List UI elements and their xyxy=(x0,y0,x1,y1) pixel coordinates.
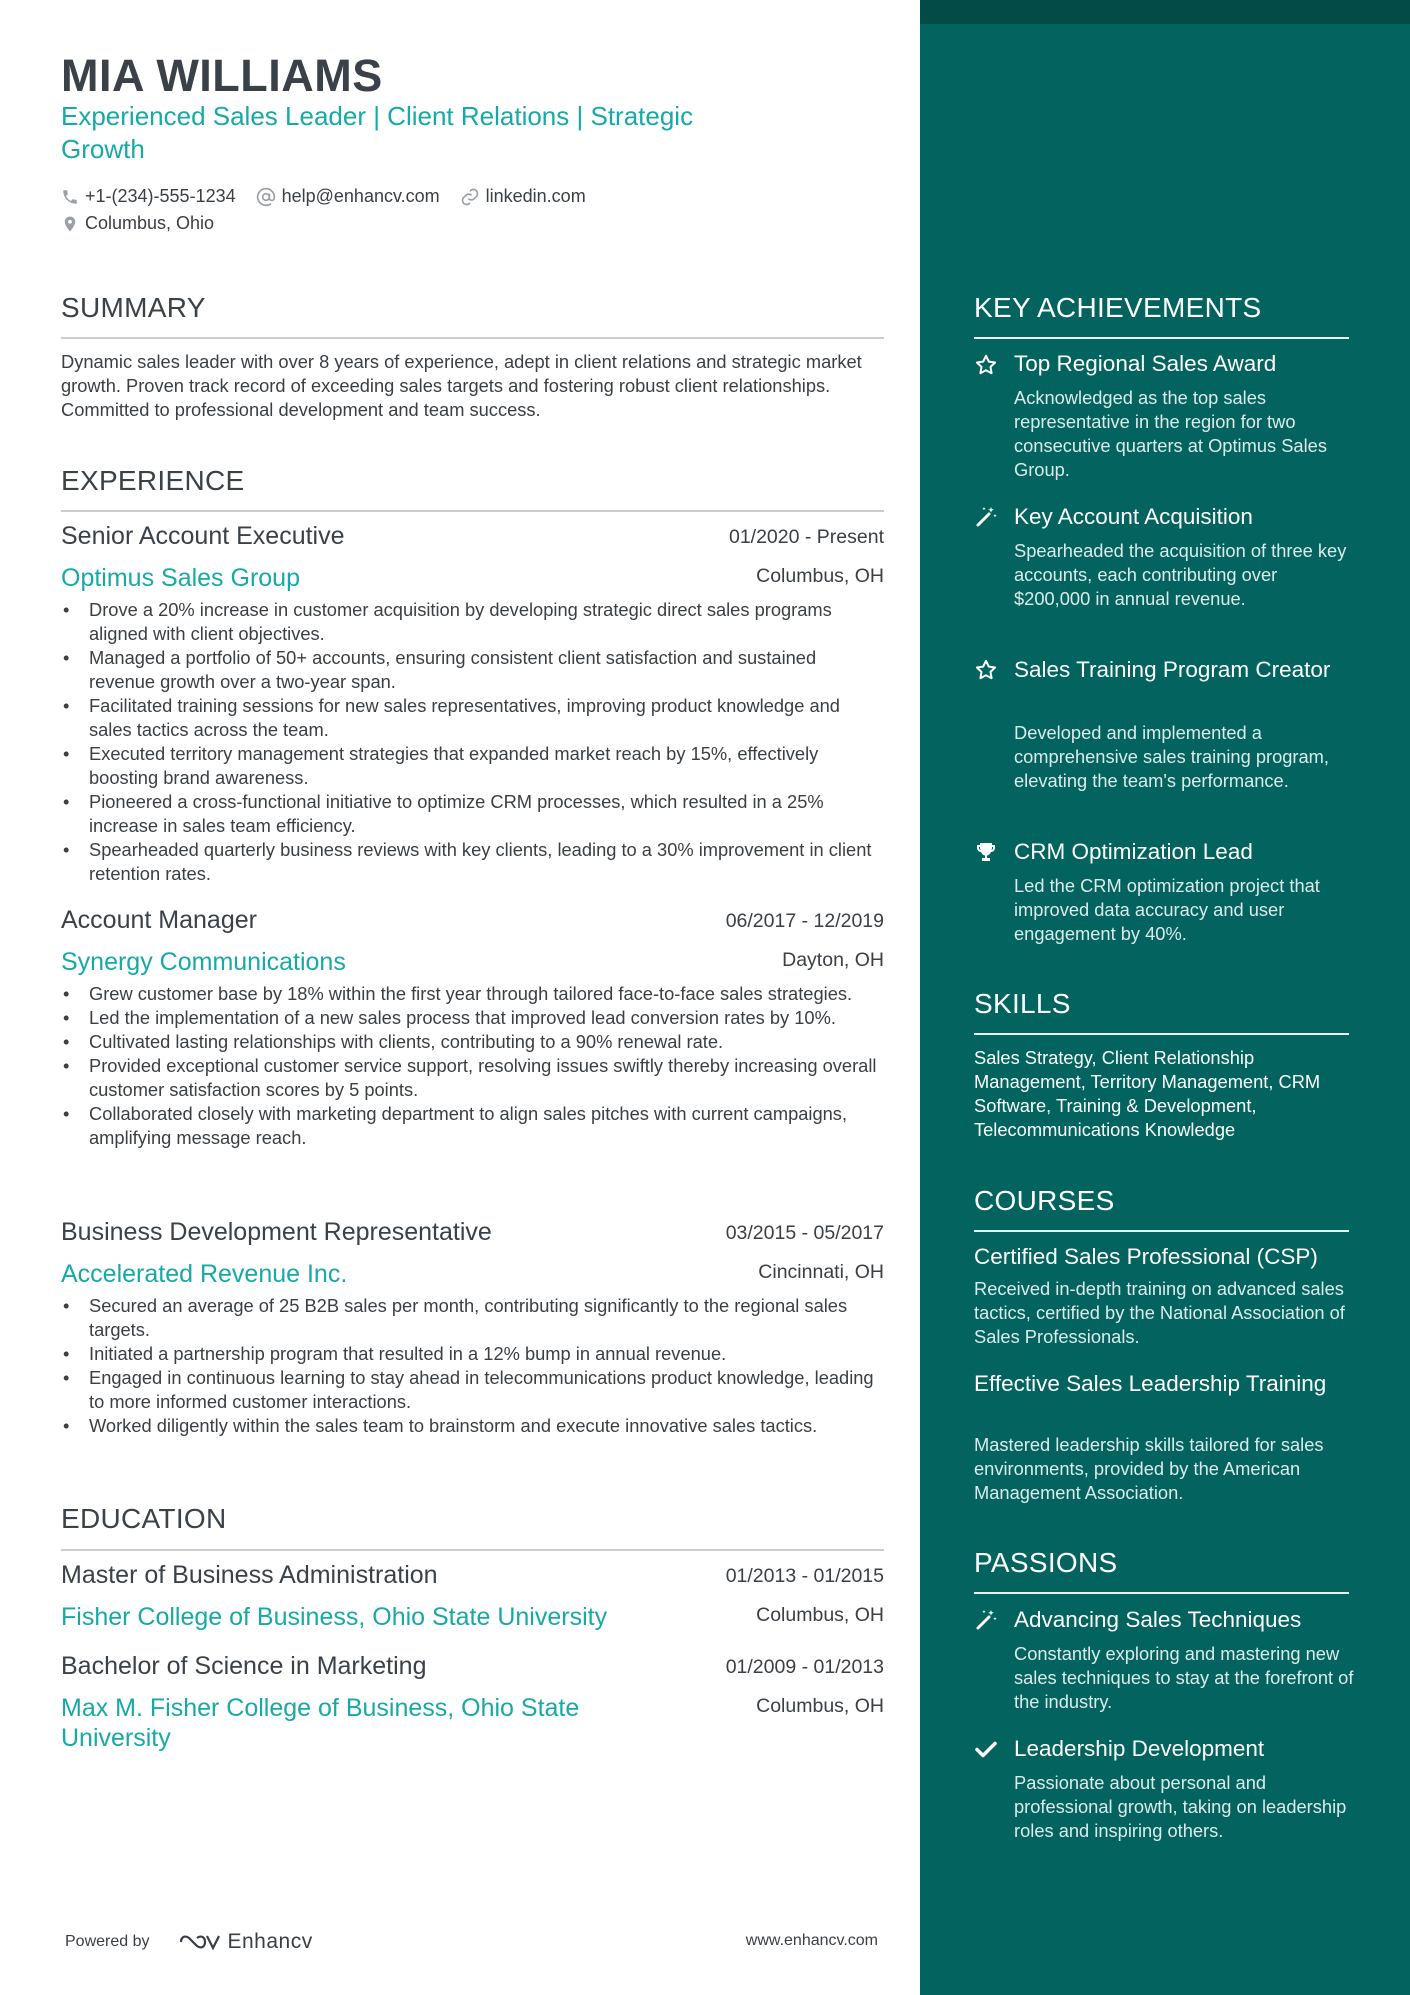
education-heading: EDUCATION xyxy=(61,1503,227,1534)
candidate-tagline: Experienced Sales Leader | Client Relations | Strategic Growth xyxy=(61,101,694,164)
enhancv-logo-icon xyxy=(178,1930,224,1954)
list-item: • Provided exceptional customer service support, resolving issues swiftly thereby increasing overall customer satisfaction scores by 5 points. xyxy=(61,1054,884,1102)
list-item: • Pioneered a cross-functional initiative to optimize CRM processes, which resulted in a 25% increase in sales team efficiency. xyxy=(61,790,884,838)
passions-heading: PASSIONS xyxy=(974,1547,1118,1578)
contact-row-2 xyxy=(61,213,234,234)
job-bullets xyxy=(61,982,884,1150)
powered-by-label: Powered by xyxy=(65,1933,150,1950)
skills-heading: SKILLS xyxy=(974,988,1071,1019)
skills-text: Sales Strategy, Client Relationship Management, Territory Management, CRM Software, Training & Development, Telecommunications Knowledge xyxy=(974,1047,1321,1140)
summary-rule xyxy=(61,337,884,339)
job-title: Account Manager xyxy=(61,906,257,934)
footer-url[interactable]: www.enhancv.com xyxy=(745,1932,878,1949)
trophy-icon xyxy=(974,840,998,864)
achievements-rule xyxy=(974,337,1349,339)
job-title: Business Development Representative xyxy=(61,1218,492,1246)
link-icon xyxy=(460,187,480,207)
list-item: • Managed a portfolio of 50+ accounts, ensuring consistent client satisfaction and sustained revenue growth over a two-year span. xyxy=(61,646,884,694)
list-item: • Secured an average of 25 B2B sales per month, contributing significantly to the regional sales targets. xyxy=(61,1294,884,1342)
job-bullets xyxy=(61,1294,884,1438)
course-desc: Received in-depth training on advanced sales tactics, certified by the National Association of Sales Professionals. xyxy=(974,1278,1345,1347)
experience-heading: EXPERIENCE xyxy=(61,465,245,496)
list-item: • Engaged in continuous learning to stay ahead in telecommunications product knowledge, leading to more informed customer interactions. xyxy=(61,1366,884,1414)
achievement-title: Top Regional Sales Award xyxy=(1014,351,1277,376)
list-item: • Spearheaded quarterly business reviews with key clients, leading to a 30% improvement in client retention rates. xyxy=(61,838,884,886)
list-item: • Cultivated lasting relationships with clients, contributing to a 90% renewal rate. xyxy=(61,1030,884,1054)
star-icon xyxy=(974,353,998,377)
contact-email xyxy=(256,186,440,207)
achievement-title: Key Account Acquisition xyxy=(1014,504,1253,529)
passion-desc: Constantly exploring and mastering new sales techniques to stay at the forefront of the industry. xyxy=(1014,1643,1354,1712)
job-dates: 03/2015 - 05/2017 xyxy=(725,1222,884,1244)
experience-rule xyxy=(61,510,884,512)
email-text[interactable]: help@enhancv.com xyxy=(281,186,440,206)
list-item: • Initiated a partnership program that resulted in a 12% bump in annual revenue. xyxy=(61,1342,884,1366)
sidebar-top-band xyxy=(920,0,1410,24)
achievement-desc: Acknowledged as the top sales representative in the region for two consecutive quarters at Optimus Sales Group. xyxy=(1014,387,1327,480)
job-bullets xyxy=(61,598,884,886)
job-location: Columbus, OH xyxy=(756,565,884,587)
contact-linkedin xyxy=(460,186,586,207)
contact-location xyxy=(61,213,214,234)
candidate-name: MIA WILLIAMS xyxy=(61,50,383,101)
location-text: Columbus, Ohio xyxy=(85,213,215,233)
achievement-desc: Developed and implemented a comprehensive sales training program, elevating the team's performance. xyxy=(1014,722,1329,791)
degree-title: Bachelor of Science in Marketing xyxy=(61,1652,427,1680)
school-location: Columbus, OH xyxy=(756,1604,884,1626)
list-item: • Worked diligently within the sales team to brainstorm and execute innovative sales tactics. xyxy=(61,1414,884,1438)
achievement-title: Sales Training Program Creator xyxy=(1014,657,1331,682)
courses-heading: COURSES xyxy=(974,1185,1115,1216)
list-item: • Facilitated training sessions for new sales representatives, improving product knowledge and sales tactics across the team. xyxy=(61,694,884,742)
contact-phone xyxy=(61,186,236,207)
location-pin-icon xyxy=(61,214,79,234)
education-rule xyxy=(61,1549,884,1551)
education-dates: 01/2013 - 01/2015 xyxy=(725,1565,884,1587)
summary-heading: SUMMARY xyxy=(61,292,206,323)
achievements-heading: KEY ACHIEVEMENTS xyxy=(974,292,1262,323)
skills-rule xyxy=(974,1033,1349,1035)
brand-name[interactable]: Enhancv xyxy=(227,1930,313,1953)
job-location: Dayton, OH xyxy=(782,949,884,971)
job-dates: 06/2017 - 12/2019 xyxy=(725,910,884,932)
job-location: Cincinnati, OH xyxy=(758,1261,884,1283)
degree-title: Master of Business Administration xyxy=(61,1561,438,1589)
checkmark-icon xyxy=(974,1737,998,1761)
job-company: Optimus Sales Group xyxy=(61,564,300,592)
education-dates: 01/2009 - 01/2013 xyxy=(725,1656,884,1678)
job-dates: 01/2020 - Present xyxy=(728,526,884,548)
list-item: • Executed territory management strategies that expanded market reach by 15%, effectively boosting brand awareness. xyxy=(61,742,884,790)
phone-text[interactable]: +1-(234)-555-1234 xyxy=(85,186,236,206)
magic-wand-icon xyxy=(974,1608,998,1632)
courses-rule xyxy=(974,1230,1349,1232)
contact-row xyxy=(61,186,606,207)
list-item: • Led the implementation of a new sales process that improved lead conversion rates by 10%. xyxy=(61,1006,884,1030)
achievement-desc: Led the CRM optimization project that improved data accuracy and user engagement by 40%. xyxy=(1014,875,1320,944)
list-item: • Collaborated closely with marketing department to align sales pitches with current campaigns, amplifying message reach. xyxy=(61,1102,884,1150)
footer-powered-by xyxy=(65,1930,313,1954)
at-icon xyxy=(256,187,276,207)
passions-rule xyxy=(974,1592,1349,1594)
job-company: Accelerated Revenue Inc. xyxy=(61,1260,348,1288)
star-icon xyxy=(974,658,998,682)
linkedin-text[interactable]: linkedin.com xyxy=(485,186,586,206)
summary-text: Dynamic sales leader with over 8 years of experience, adept in client relations and strategic market growth. Proven track record of exceeding sales targets and fostering robust client relationships. Committed to professional development and team success. xyxy=(61,351,862,420)
course-title: Certified Sales Professional (CSP) xyxy=(974,1244,1318,1269)
list-item: • Grew customer base by 18% within the first year through tailored face-to-face sales strategies. xyxy=(61,982,884,1006)
magic-wand-icon xyxy=(974,505,998,529)
school-name: Max M. Fisher College of Business, Ohio State University xyxy=(61,1694,580,1752)
course-title: Effective Sales Leadership Training xyxy=(974,1371,1327,1396)
achievement-title: CRM Optimization Lead xyxy=(1014,839,1253,864)
school-location: Columbus, OH xyxy=(756,1695,884,1717)
job-title: Senior Account Executive xyxy=(61,522,345,550)
passion-desc: Passionate about personal and professional growth, taking on leadership roles and inspiring others. xyxy=(1014,1772,1347,1841)
phone-icon xyxy=(61,188,79,206)
list-item: • Drove a 20% increase in customer acquisition by developing strategic direct sales programs aligned with client objectives. xyxy=(61,598,884,646)
job-company: Synergy Communications xyxy=(61,948,346,976)
passion-title: Advancing Sales Techniques xyxy=(1014,1607,1302,1632)
school-name: Fisher College of Business, Ohio State University xyxy=(61,1603,608,1631)
passion-title: Leadership Development xyxy=(1014,1736,1265,1761)
achievement-desc: Spearheaded the acquisition of three key accounts, each contributing over $200,000 in annual revenue. xyxy=(1014,540,1347,609)
course-desc: Mastered leadership skills tailored for sales environments, provided by the American Management Association. xyxy=(974,1434,1324,1503)
